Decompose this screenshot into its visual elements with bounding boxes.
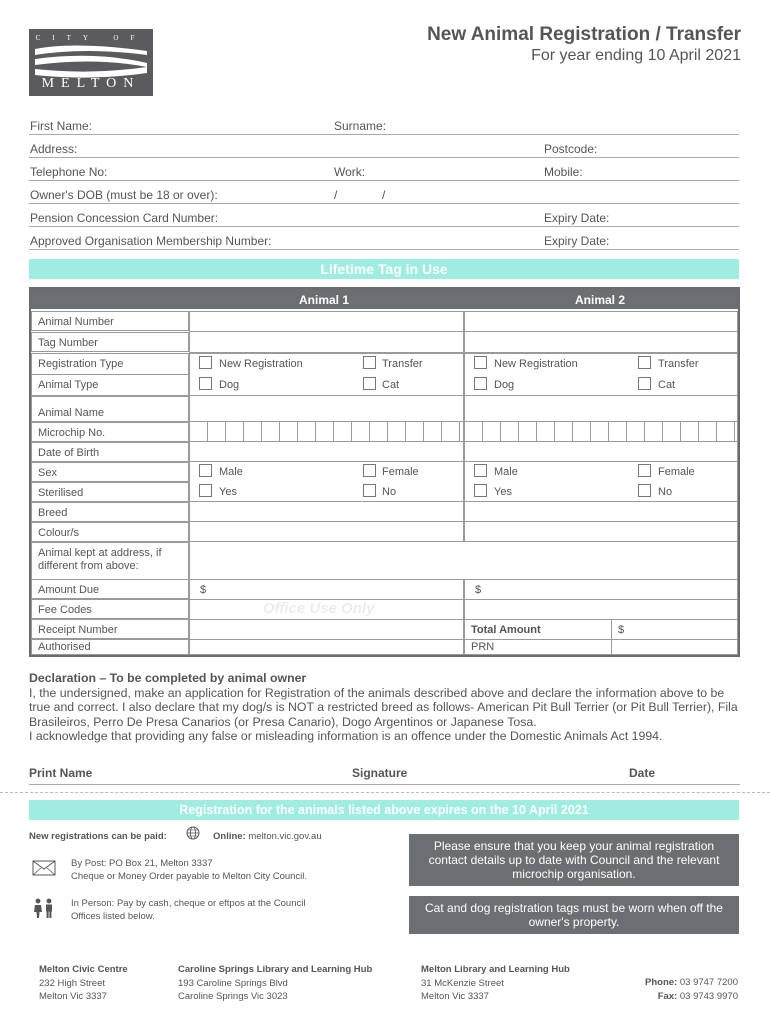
declaration-paragraph-1: I, the undersigned, make an application for Registration of the animals described above and declare the information above to be true and correct. I also declare that my dog/s is NOT a restricted breed as follows- American Pit Bull Terrier (or Pit Bull Terrier), Fila Brasileiros, Perro De Presa Canarios (or Presa Canario), Dogo Argentinos or Japanese Tosa. [29, 685, 738, 729]
animal1-female-checkbox[interactable] [363, 464, 376, 477]
animal1-male-label: Male [219, 466, 243, 478]
animal1-new-registration-checkbox[interactable] [199, 356, 212, 369]
animal2-dob-input[interactable] [464, 441, 738, 462]
label-receipt: Receipt Number [31, 619, 189, 639]
animal2-breed-input[interactable] [464, 501, 738, 522]
label-microchip: Microchip No. [31, 422, 189, 442]
animal2-microchip-grid [465, 422, 735, 441]
people-icon [33, 898, 55, 918]
animal1-microchip-grid [190, 422, 460, 441]
payment-intro: New registrations can be paid: [29, 831, 167, 842]
caroline-name: Caroline Springs Library and Learning Hub [178, 964, 373, 975]
animal1-receipt-cell [189, 619, 464, 640]
footer-contact [645, 976, 738, 1003]
prn-cell[interactable] [611, 639, 738, 655]
address-field[interactable]: Address: [30, 142, 78, 156]
total-amount-label-cell: Total Amount [464, 619, 612, 640]
declaration [29, 671, 741, 744]
fax-row: Fax: 03 9743 9970 [657, 990, 738, 1002]
animal1-dog-label: Dog [219, 379, 240, 391]
row-name [29, 118, 739, 135]
date-field[interactable]: Date [629, 766, 656, 780]
animal2-dog-label: Dog [494, 379, 515, 391]
civic-line-1: 232 High Street [39, 977, 106, 989]
signature-row [29, 766, 740, 785]
animal2-microchip-input[interactable] [464, 421, 738, 442]
contact-details-notice: Please ensure that you keep your animal registration contact details up to date with Council and the relevant microchip organisation. [409, 834, 739, 886]
animal-2-header: Animal 2 [575, 293, 626, 307]
animal2-transfer-label: Transfer [658, 358, 699, 370]
animal2-sterilised-yes-checkbox[interactable] [474, 484, 487, 497]
animal1-new-registration-label: New Registration [219, 358, 303, 370]
label-sex: Sex [31, 462, 189, 482]
in-person-line-1: In Person: Pay by cash, cheque or eftpos at the Council [71, 898, 306, 909]
animal2-dog-checkbox[interactable] [474, 377, 487, 390]
label-kept-at: Animal kept at address, if different from above: [31, 542, 189, 580]
library-line-2: Melton Vic 3337 [421, 991, 489, 1002]
fax-number: 03 9743 9970 [679, 990, 738, 1002]
phone-row: Phone: 03 9747 7200 [645, 977, 738, 988]
declaration-paragraph-2: I acknowledge that providing any false or misleading information is an offence under the Domestic Animals Act 1994. [29, 729, 663, 743]
row-address [29, 141, 739, 158]
label-fee-codes: Fee Codes [31, 599, 189, 619]
city-of-melton-logo [29, 29, 153, 96]
row-membership [29, 233, 739, 250]
label-date-of-birth: Date of Birth [31, 442, 189, 462]
animal1-yes-label: Yes [219, 486, 237, 498]
dob-separator-1: / [334, 188, 338, 202]
animal1-dog-checkbox[interactable] [199, 377, 212, 390]
row-phone [29, 164, 739, 181]
animal1-colour-input[interactable] [189, 521, 464, 542]
animal1-sterilised-yes-checkbox[interactable] [199, 484, 212, 497]
print-name-field[interactable]: Print Name [29, 766, 93, 780]
online-url[interactable]: melton.vic.gov.au [248, 831, 322, 842]
pension-expiry-field[interactable]: Expiry Date: [544, 211, 610, 225]
label-tag-number: Tag Number [31, 332, 189, 352]
form-title: New Animal Registration / Transfer [427, 24, 741, 45]
label-sterilised: Sterilised [31, 482, 189, 502]
office-use-watermark: Office Use Only [263, 600, 375, 617]
telephone-field[interactable]: Telephone No: [30, 165, 108, 179]
membership-field[interactable]: Approved Organisation Membership Number: [30, 234, 272, 248]
animal2-number-input[interactable] [464, 311, 738, 332]
dob-separator-2: / [382, 188, 386, 202]
post-line-1: By Post: PO Box 21, Melton 3337 [71, 858, 213, 869]
phone-number[interactable]: 03 9747 7200 [679, 977, 738, 988]
row-pension [29, 210, 739, 227]
envelope-icon [32, 860, 56, 876]
library-name: Melton Library and Learning Hub [421, 964, 570, 975]
animal1-number-input[interactable] [189, 311, 464, 332]
membership-expiry-field[interactable]: Expiry Date: [544, 234, 610, 248]
animal2-yes-label: Yes [494, 486, 512, 498]
first-name-field[interactable]: First Name: [30, 119, 93, 133]
animal1-amount-cell[interactable]: $ [189, 579, 464, 600]
logo-wave-graphic [35, 43, 147, 79]
animal-table [29, 287, 740, 657]
post-line-2: Cheque or Money Order payable to Melton City Council. [71, 871, 308, 882]
label-animal-name: Animal Name [31, 396, 189, 422]
library-line-1: 31 McKenzie Street [421, 977, 504, 989]
animal2-sterilised-no-checkbox[interactable] [638, 484, 651, 497]
animal1-female-label: Female [382, 466, 419, 478]
animal1-tag-input[interactable] [189, 331, 464, 353]
animal2-transfer-checkbox[interactable] [638, 356, 651, 369]
mobile-field[interactable]: Mobile: [544, 165, 583, 179]
animal1-male-checkbox[interactable] [199, 464, 212, 477]
animal2-colour-input[interactable] [464, 521, 738, 542]
animal1-microchip-input[interactable] [189, 421, 464, 442]
label-breed: Breed [31, 502, 189, 522]
post-payment [71, 857, 307, 883]
total-amount-cell[interactable]: $ [611, 619, 738, 640]
animal1-no-label: No [382, 486, 397, 498]
in-person-payment [71, 897, 305, 923]
animal2-tag-input[interactable] [464, 331, 738, 353]
animal2-fee-codes-cell [464, 599, 738, 620]
label-amount-due: Amount Due [31, 579, 189, 599]
online-label: Online: [213, 831, 246, 842]
animal1-sterilised-no-checkbox[interactable] [363, 484, 376, 497]
row-dob [29, 187, 739, 204]
animal1-transfer-checkbox[interactable] [363, 356, 376, 369]
table-header [31, 289, 738, 309]
caroline-line-1: 193 Caroline Springs Blvd [178, 977, 288, 989]
animal2-new-registration-checkbox[interactable] [474, 356, 487, 369]
animal2-amount-cell[interactable]: $ [464, 579, 738, 600]
animal2-female-checkbox[interactable] [638, 464, 651, 477]
animal2-female-label: Female [658, 466, 695, 478]
footer-caroline-springs [178, 963, 372, 1004]
animal2-name-input[interactable] [464, 395, 738, 422]
animal1-breed-input[interactable] [189, 501, 464, 522]
postcode-field[interactable]: Postcode: [544, 142, 598, 156]
animal1-name-input[interactable] [189, 395, 464, 422]
lifetime-tag-band: Lifetime Tag in Use [29, 259, 739, 279]
work-field[interactable]: Work: [334, 165, 366, 179]
animal1-cat-checkbox[interactable] [363, 377, 376, 390]
animal1-cat-label: Cat [382, 379, 400, 391]
animal2-male-checkbox[interactable] [474, 464, 487, 477]
civic-name: Melton Civic Centre [39, 964, 128, 975]
footer-melton-library [421, 963, 570, 1004]
online-payment [213, 830, 322, 843]
declaration-heading: Declaration – To be completed by animal owner [29, 671, 307, 685]
logo-bottom-text: MELTON [41, 76, 141, 91]
animal2-cat-checkbox[interactable] [638, 377, 651, 390]
animal2-new-registration-label: New Registration [494, 358, 578, 370]
logo-top-text: CITY OF [35, 34, 147, 42]
civic-line-2: Melton Vic 3337 [39, 991, 107, 1002]
caroline-line-2: Caroline Springs Vic 3023 [178, 991, 288, 1002]
label-authorised: Authorised [31, 639, 189, 655]
animal2-male-label: Male [494, 466, 518, 478]
globe-icon [186, 826, 200, 840]
animal1-authorised-cell [189, 639, 464, 655]
signature-field[interactable]: Signature [352, 766, 408, 780]
expiry-band: Registration for the animals listed above expires on the 10 April 2021 [29, 800, 739, 820]
in-person-line-2: Offices listed below. [71, 911, 155, 922]
footer-civic-centre [39, 963, 128, 1004]
animal2-no-label: No [658, 486, 673, 498]
label-colour: Colour/s [31, 522, 189, 542]
tags-notice: Cat and dog registration tags must be worn when off the owner's property. [409, 896, 739, 934]
cut-line [0, 792, 770, 793]
label-registration-type: Registration Type [31, 353, 189, 375]
prn-label-cell: PRN [464, 639, 612, 655]
label-animal-type: Animal Type [31, 374, 189, 396]
animal-1-header: Animal 1 [299, 293, 350, 307]
label-animal-number: Animal Number [31, 311, 189, 331]
dob-field[interactable]: Owner's DOB (must be 18 or over): [30, 188, 218, 202]
surname-field[interactable]: Surname: [334, 119, 387, 133]
pension-card-field[interactable]: Pension Concession Card Number: [30, 211, 219, 225]
animal1-dob-input[interactable] [189, 441, 464, 462]
animal1-transfer-label: Transfer [382, 358, 423, 370]
kept-at-input[interactable] [189, 541, 738, 580]
form-subtitle: For year ending 10 April 2021 [531, 47, 741, 64]
animal2-cat-label: Cat [658, 379, 676, 391]
